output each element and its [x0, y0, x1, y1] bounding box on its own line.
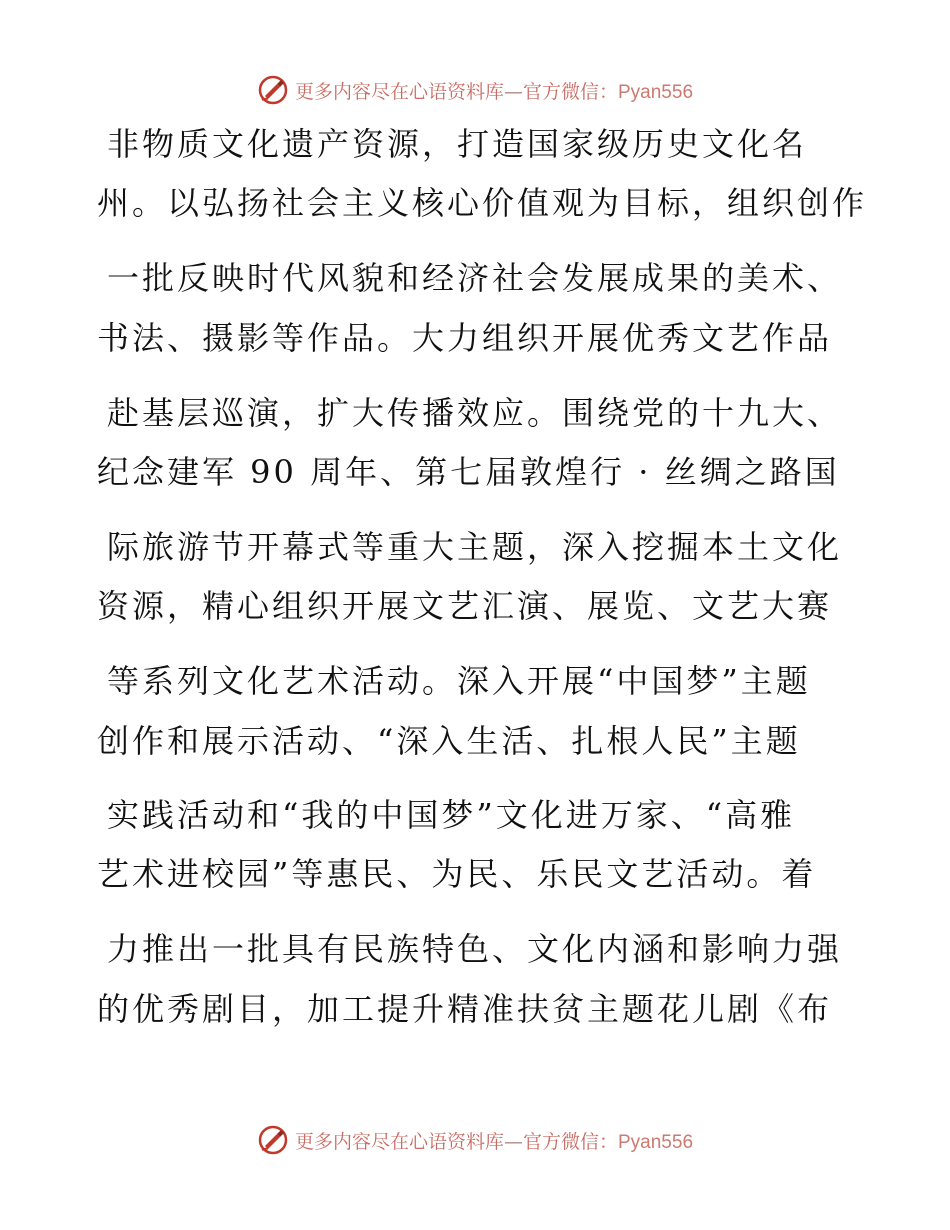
- header-banner-text: [295, 77, 693, 104]
- banner-wechat-id: Pyan556: [618, 1131, 694, 1153]
- header-banner: [0, 70, 950, 110]
- text-line: 资源，精心组织开展文艺汇演、展览、文艺大赛: [97, 587, 833, 625]
- text-line: 书法、摄影等作品。大力组织开展优秀文艺作品: [97, 319, 833, 357]
- text-line: 力推出一批具有民族特色、文化内涵和影响力强: [107, 930, 843, 968]
- footer-banner-text: [295, 1127, 693, 1154]
- text-line: 艺术进校园”等惠民、为民、乐民文艺活动。着: [97, 855, 817, 893]
- text-line: 非物质文化遗产资源，打造国家级历史文化名: [107, 125, 808, 163]
- text-line: 际旅游节开幕式等重大主题，深入挖掘本土文化: [107, 528, 843, 566]
- banner-cn-text: 更多内容尽在心语资料库: [294, 80, 504, 103]
- text-line: 实践活动和“我的中国梦”文化进万家、“高雅: [107, 796, 796, 834]
- banner-separator: —: [503, 1130, 523, 1153]
- text-line: 创作和展示活动、“深入生活、扎根人民”主题: [97, 722, 801, 760]
- text-line: 州。以弘扬社会主义核心价值观为目标，组织创作: [97, 184, 868, 222]
- text-line: 赴基层巡演，扩大传播效应。围绕党的十九大、: [107, 394, 843, 432]
- banner-cn-text: 更多内容尽在心语资料库: [294, 1130, 504, 1153]
- text-line: 纪念建军 90 周年、第七届敦煌行 · 丝绸之路国: [97, 453, 840, 491]
- text-line: 等系列文化艺术活动。深入开展“中国梦”主题: [107, 662, 811, 700]
- banner-wechat-id: Pyan556: [618, 81, 694, 103]
- banner-wechat-label: 官方微信：: [522, 80, 618, 103]
- banner-wechat-label: 官方微信：: [522, 1130, 618, 1153]
- banner-separator: —: [503, 80, 523, 103]
- pen-logo-icon: [257, 1124, 289, 1156]
- footer-banner: [0, 1120, 950, 1160]
- pen-logo-icon: [257, 74, 289, 106]
- text-line: 的优秀剧目，加工提升精准扶贫主题花儿剧《布: [97, 990, 833, 1028]
- text-line: 一批反映时代风貌和经济社会发展成果的美术、: [107, 259, 843, 297]
